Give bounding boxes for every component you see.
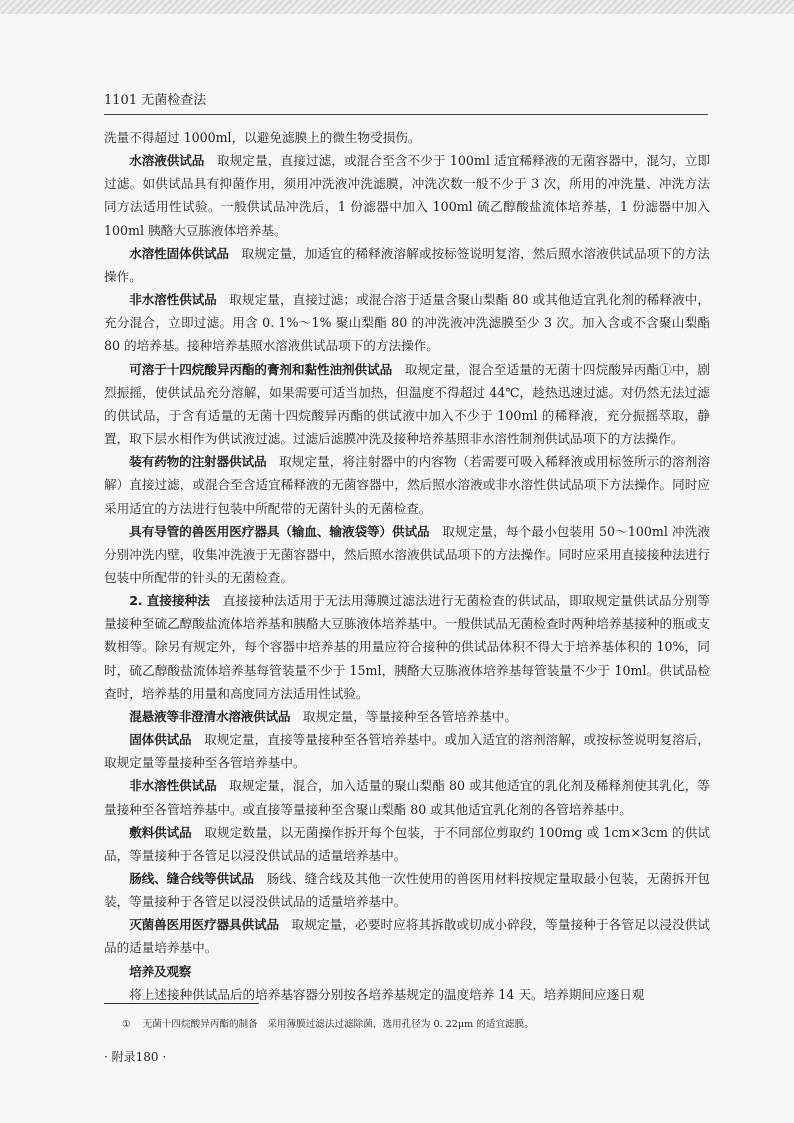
paragraph	[104, 520, 710, 589]
paragraph-heading: 非水溶性供试品	[129, 778, 217, 794]
page-number: · 附录180 ·	[104, 1050, 167, 1064]
paragraph	[104, 358, 710, 451]
paragraph	[104, 867, 710, 913]
paragraph	[104, 126, 710, 149]
paragraph-heading: 肠线、缝合线等供试品	[129, 871, 254, 886]
footnote-mark: ①	[122, 1019, 131, 1030]
paragraph-heading: 可溶于十四烷酸异丙酯的膏剂和黏性油剂供试品	[129, 361, 393, 377]
header-rule	[104, 114, 708, 115]
paragraph-heading: 非水溶性供试品	[129, 292, 217, 308]
paragraph-heading: 装有药物的注射器供试品	[129, 454, 267, 470]
section-heading-text: 培养及观察	[129, 963, 192, 979]
paragraph-text: 取规定量，混合，加入适量的聚山梨酯 80 或其他适宜的乳化剂及稀释剂使其乳化，等量接种至各管培养基中。或直接等量接种至含聚山梨酯 80 或其他适宜乳化剂的各管培养基中。	[104, 778, 710, 817]
paragraph	[104, 705, 710, 728]
paragraph	[104, 913, 710, 959]
paragraph-text: 取规定量，直接过滤，或混合至含不少于 100ml 适宜稀释液的无菌容器中，混匀，立即过滤。如供试品具有抑菌作用，须用冲洗液冲洗滤膜，冲洗次数一般不少于 3 次，所用的冲洗量、冲洗方法同方法适用性试验。一般供试品冲洗后，1 份滤器中加入 100ml 硫乙醇酸盐流体培养基，1 份滤器中加入 100ml 胰酪大豆胨液体培养基。	[104, 153, 710, 238]
paragraph	[104, 821, 710, 867]
paragraph	[104, 450, 710, 519]
paragraph-text: 取规定数量，以无菌操作拆开每个包装，于不同部位剪取约 100mg 或 1cm×3cm 的供试品，等量接种于各管足以浸没供试品的适量培养基中。	[104, 824, 710, 863]
paragraph-heading: 水溶液供试品	[129, 153, 205, 169]
running-header: 1101 无菌检查法	[104, 93, 207, 108]
paragraph-text: 直接接种法适用于无法用薄膜过滤法进行无菌检查的供试品，即取规定量供试品分别等量接种至硫乙醇酸盐流体培养基和胰酪大豆胨液体培养基中。一般供试品无菌检查时两种培养基接种的瓶或支数相等。除另有规定外，每个容器中培养基的用量应符合接种的供试品体积不得大于培养基体积的 10%，同时，硫乙醇酸盐流体培养基每管装量不少于 15ml，胰酪大豆胨液体培养基每管装量不少于 10ml。供试品检查时，培养基的用量和高度同方法适用性试验。	[104, 593, 710, 701]
paragraph-text: 取规定量，混合至适量的无菌十四烷酸异丙酯①中，剧烈振摇，使供试品充分溶解，如果需要可适当加热，但温度不得超过 44℃，趁热迅速过滤。对仍然无法过滤的供试品，于含有适量的无菌十四烷酸异丙酯的供试液中加入不少于 100ml 的稀释液，充分振摇萃取，静置，取下层水相作为供试液过滤。过滤后滤膜冲洗及接种培养基照非水溶性制剂供试品项下的方法操作。	[104, 361, 711, 447]
paragraph-text: 取规定量，直接过滤；或混合溶于适量含聚山梨酯 80 或其他适宜乳化剂的稀释液中，充分混合，立即过滤。用含 0. 1%～1% 聚山梨酯 80 的冲洗液冲洗滤膜至少 3 次。加入含或不含聚山梨酯 80 的培养基。接种培养基照水溶液供试品项下的方法操作。	[104, 292, 710, 354]
paragraph	[104, 774, 710, 820]
footnote-text: 无菌十四烷酸异丙酯的制备 采用薄膜过滤法过滤除菌，选用孔径为 0. 22μm 的适宜滤膜。	[142, 1019, 534, 1030]
paragraph	[104, 242, 710, 288]
footnote	[122, 1018, 712, 1032]
paragraph-heading: 具有导管的兽医用医疗器具（输血、输液袋等）供试品	[129, 523, 430, 539]
paragraph-heading: 混悬液等非澄清水溶液供试品	[129, 708, 291, 724]
footnote-rule	[104, 1003, 259, 1004]
paragraph	[104, 589, 710, 705]
paragraph-heading: 固体供试品	[129, 732, 192, 748]
paragraph-text: 取规定量，直接等量接种至各管培养基中。或加入适宜的溶剂溶解，或按标签说明复溶后，取规定量等量接种至各管培养基中。	[104, 732, 710, 771]
paragraph	[104, 728, 710, 774]
paragraph-heading: 灭菌兽医用医疗器具供试品	[129, 917, 279, 933]
body-text	[104, 126, 710, 1006]
paragraph-text: 取规定量，每个最小包装用 50～100ml 冲洗液分别冲洗内壁，收集冲洗液于无菌容器中，然后照水溶液供试品项下的方法操作。同时应采用直接接种法进行包装中所配带的针头的无菌检查。	[104, 523, 711, 585]
paragraph-heading: 敷料供试品	[129, 824, 192, 840]
paragraph	[104, 149, 710, 242]
paragraph-text: 取规定量，等量接种至各管培养基中。	[290, 708, 517, 724]
paragraph-text: 取规定量，将注射器中的内容物（若需要可吸入稀释液或用标签所示的溶剂溶解）直接过滤，或混合至含适宜稀释液的无菌容器中，然后照水溶液或非水溶性供试品项下方法操作。同时应采用适宜的方法进行包装中所配带的无菌针头的无菌检查。	[104, 454, 710, 516]
paragraph-text: 肠线、缝合线及其他一次性使用的兽医用材料按规定量取最小包装，无菌拆开包装，等量接种于各管足以浸没供试品的适量培养基中。	[104, 871, 710, 910]
paragraph-text: 取规定量，加适宜的稀释液溶解或按标签说明复溶，然后照水溶液供试品项下的方法操作。	[104, 245, 710, 284]
paragraph-heading: 水溶性固体供试品	[129, 245, 229, 261]
paragraph-text: 洗量不得超过 1000ml，以避免滤膜上的微生物受损伤。	[104, 130, 421, 145]
section-heading	[104, 960, 710, 983]
paragraph-text: 将上述接种供试品后的培养基容器分别按各培养基规定的温度培养 14 天。培养期间应逐日观	[129, 986, 645, 1002]
scan-edge-stripe	[0, 0, 794, 14]
paragraph-heading: 2. 直接接种法	[129, 593, 210, 609]
paragraph	[104, 288, 710, 357]
paragraph-text: 取规定量，必要时应将其拆散或切成小碎段，等量接种于各管足以浸没供试品的适量培养基中。	[104, 917, 710, 956]
